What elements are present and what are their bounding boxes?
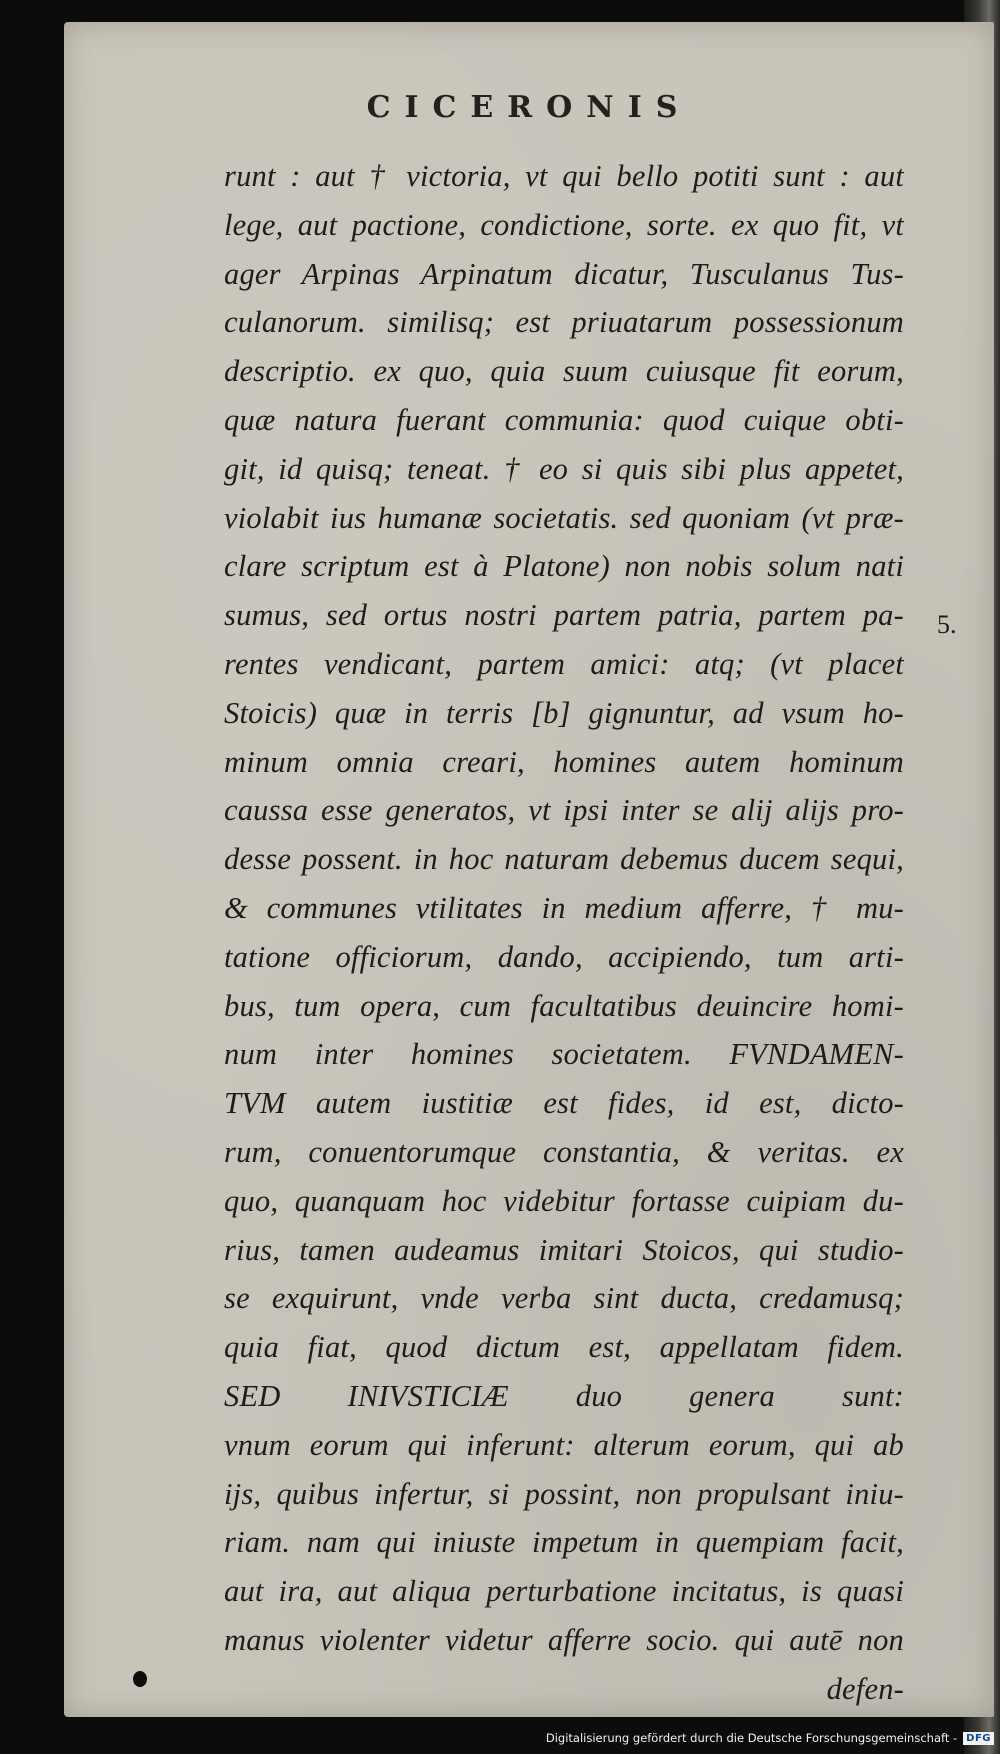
text-line: ijs, quibus infertur, si possint, non propulsant iniu-	[224, 1476, 904, 1511]
text-line: lege, aut pactione, condictione, sorte. ex quo fit, vt	[224, 207, 904, 242]
text-line: ager Arpinas Arpinatum dicatur, Tusculanus Tus-	[224, 256, 904, 291]
running-head: CICERONIS	[366, 90, 692, 125]
text-line: riam. nam qui iniuste impetum in quempiam facit,	[224, 1525, 904, 1560]
text-line: num inter homines societatem. FVNDAMEN-	[224, 1037, 904, 1072]
text-line: runt : aut † victoria, vt qui bello potiti sunt : aut	[224, 159, 904, 193]
text-line: SED INIVSTICIÆ duo genera sunt:	[224, 1378, 904, 1413]
text-line: culanorum. similisq; est priuatarum possessionum	[224, 305, 904, 340]
text-line: violabit ius humanæ societatis. sed quoniam (vt præ-	[224, 500, 904, 535]
dfg-logo-icon: DFG	[963, 1732, 994, 1745]
text-line: aut ira, aut aliqua perturbatione incitatus, is quasi	[224, 1574, 904, 1609]
text-line: defen-	[826, 1671, 904, 1706]
text-line: descriptio. ex quo, quia suum cuiusque fit eorum,	[224, 354, 904, 389]
text-line: vnum eorum qui inferunt: alterum eorum, qui ab	[224, 1427, 904, 1462]
text-line: quo, quanquam hoc videbitur fortasse cuipiam du-	[224, 1183, 904, 1218]
text-line: clare scriptum est à Platone) non nobis solum nati	[224, 549, 904, 584]
text-line: git, id quisq; teneat. † eo si quis sibi plus appetet,	[224, 451, 904, 486]
text-line: manus violenter videtur afferre socio. qui autē non	[224, 1622, 904, 1657]
book-page	[64, 22, 994, 1717]
text-line: caussa esse generatos, vt ipsi inter se alij alijs pro-	[224, 793, 904, 828]
footer-credit: Digitalisierung gefördert durch die Deutsche Forschungsgemeinschaft -	[545, 1731, 958, 1745]
body-text	[224, 152, 904, 1714]
text-line: desse possent. in hoc naturam debemus ducem sequi,	[224, 842, 904, 877]
text-line: bus, tum opera, cum facultatibus deuincire homi-	[224, 988, 904, 1023]
text-line: rentes vendicant, partem amici: atq; (vt placet	[224, 646, 904, 681]
text-line: rius, tamen audeamus imitari Stoicos, qui studio-	[224, 1232, 904, 1267]
text-line: se exquirunt, vnde verba sint ducta, credamusq;	[224, 1281, 904, 1316]
text-line: & communes vtilitates in medium afferre, † mu-	[224, 890, 904, 925]
text-line: rum, conuentorumque constantia, & veritas. ex	[224, 1134, 904, 1169]
margin-note: 5.	[937, 610, 957, 639]
text-line: quia fiat, quod dictum est, appellatam fidem.	[224, 1330, 904, 1365]
text-line: tatione officiorum, dando, accipiendo, tum arti-	[224, 939, 904, 974]
text-line: minum omnia creari, homines autem hominum	[224, 744, 904, 779]
text-line: TVM autem iustitiæ est fides, id est, dicto-	[224, 1086, 904, 1121]
text-line: quæ natura fuerant communia: quod cuique obti-	[224, 402, 904, 437]
text-line: sumus, sed ortus nostri partem patria, partem pa-	[224, 598, 904, 633]
text-line: Stoicis) quæ in terris [b] gignuntur, ad vsum ho-	[224, 695, 904, 730]
digitization-footer	[546, 1728, 994, 1748]
ink-spot	[133, 1671, 147, 1687]
